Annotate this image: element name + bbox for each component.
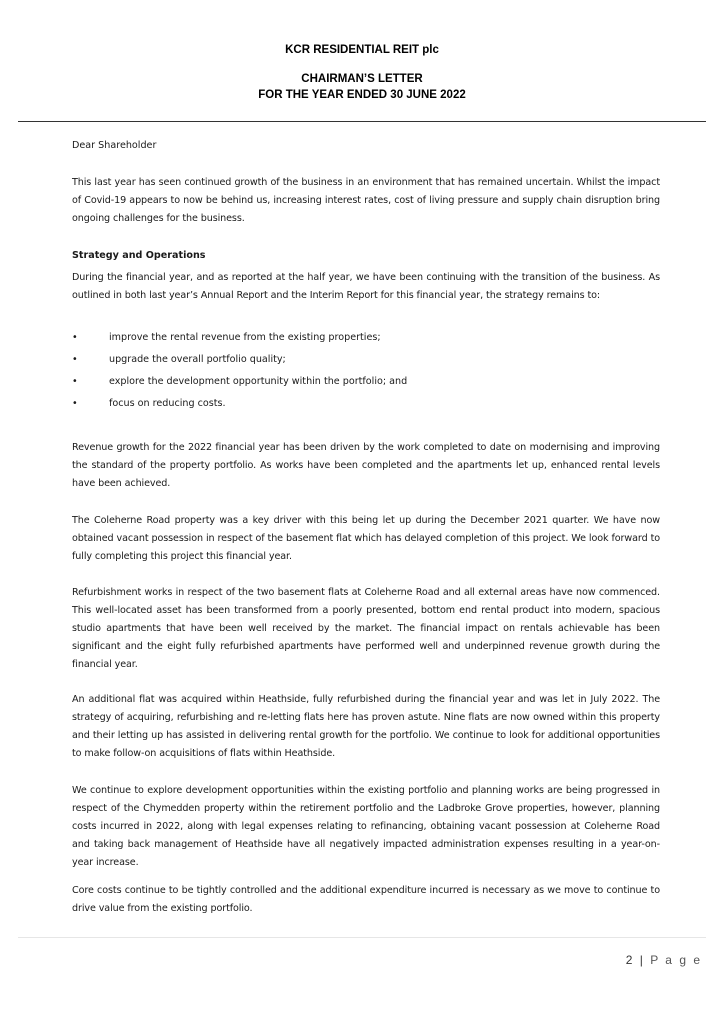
- footer-divider: [18, 937, 706, 938]
- development-paragraph: We continue to explore development opportunities within the existing portfolio and planning works are being progressed in respect of the Chymedden property within the retirement portfolio and the Ladbroke Grove properties, however, planning costs incurred in 2022, along with legal expenses relating to refinancing, obtaining vacant possession at Coleherne Road and taking back management of Heathside have all negatively impacted administration expenses resulting in a year-on-year increase.: [72, 785, 660, 868]
- list-item: [72, 395, 660, 413]
- company-name: KCR RESIDENTIAL REIT plc: [285, 44, 439, 56]
- list-item: [72, 351, 660, 369]
- bullet-icon: •: [72, 376, 78, 387]
- heathside-paragraph: An additional flat was acquired within Heathside, fully refurbished during the financial year and was let in July 2022. The strategy of acquiring, refurbishing and re-letting flats here has proven astute. Nine flats are now owned within this property and their letting up has assisted in delivering rental growth for the portfolio. We continue to look for additional opportunities to make follow-on acquisitions of flats within Heathside.: [72, 694, 660, 759]
- page-label: P a g e: [650, 953, 702, 967]
- coleherne-road-paragraph: The Coleherne Road property was a key driver with this being let up during the December 2021 quarter. We have now obtained vacant possession in respect of the basement flat which has delayed completion of this project. We look forward to fully completing this project this financial year.: [72, 515, 660, 562]
- bullet-icon: •: [72, 332, 78, 343]
- page-number: 2: [625, 953, 635, 967]
- list-item-text: focus on reducing costs.: [109, 398, 226, 409]
- salutation: Dear Shareholder: [72, 140, 157, 151]
- list-item: [72, 373, 660, 391]
- refurbishment-paragraph: Refurbishment works in respect of the two basement flats at Coleherne Road and all external areas have now commenced. This well-located asset has been transformed from a poorly presented, bottom end rental product into modern, spacious studio apartments that have been well received by the market. The financial impact on rentals achievable has been significant and the eight fully refurbished apartments have performed well and underpinned revenue growth during the financial year.: [72, 587, 660, 670]
- header-divider: [18, 121, 706, 122]
- bullet-icon: •: [72, 354, 78, 365]
- revenue-growth-paragraph: Revenue growth for the 2022 financial year has been driven by the work completed to date on modernising and improving the standard of the property portfolio. As works have been completed and the apartments let up, enhanced rental levels have been achieved.: [72, 442, 660, 489]
- bullet-icon: •: [72, 398, 78, 409]
- list-item-text: improve the rental revenue from the existing properties;: [109, 332, 381, 343]
- reporting-period: FOR THE YEAR ENDED 30 JUNE 2022: [258, 89, 466, 101]
- section-heading: Strategy and Operations: [72, 250, 206, 261]
- intro-paragraph: This last year has seen continued growth of the business in an environment that has remained uncertain. Whilst the impact of Covid-19 appears to now be behind us, increasing interest rates, cost of living pressure and supply chain disruption bring ongoing challenges for the business.: [72, 177, 660, 224]
- strategy-intro-paragraph: During the financial year, and as reported at the half year, we have been continuing with the transition of the business. As outlined in both last year’s Annual Report and the Interim Report for this financial year, the strategy remains to:: [72, 272, 660, 301]
- list-item-text: upgrade the overall portfolio quality;: [109, 354, 286, 365]
- list-item: [72, 329, 660, 347]
- page-separator: |: [639, 953, 645, 967]
- page-number-footer: [626, 953, 702, 967]
- document-title: CHAIRMAN’S LETTER: [301, 73, 423, 85]
- list-item-text: explore the development opportunity within the portfolio; and: [109, 376, 408, 387]
- core-costs-paragraph: Core costs continue to be tightly controlled and the additional expenditure incurred is necessary as we move to continue to drive value from the existing portfolio.: [72, 885, 660, 914]
